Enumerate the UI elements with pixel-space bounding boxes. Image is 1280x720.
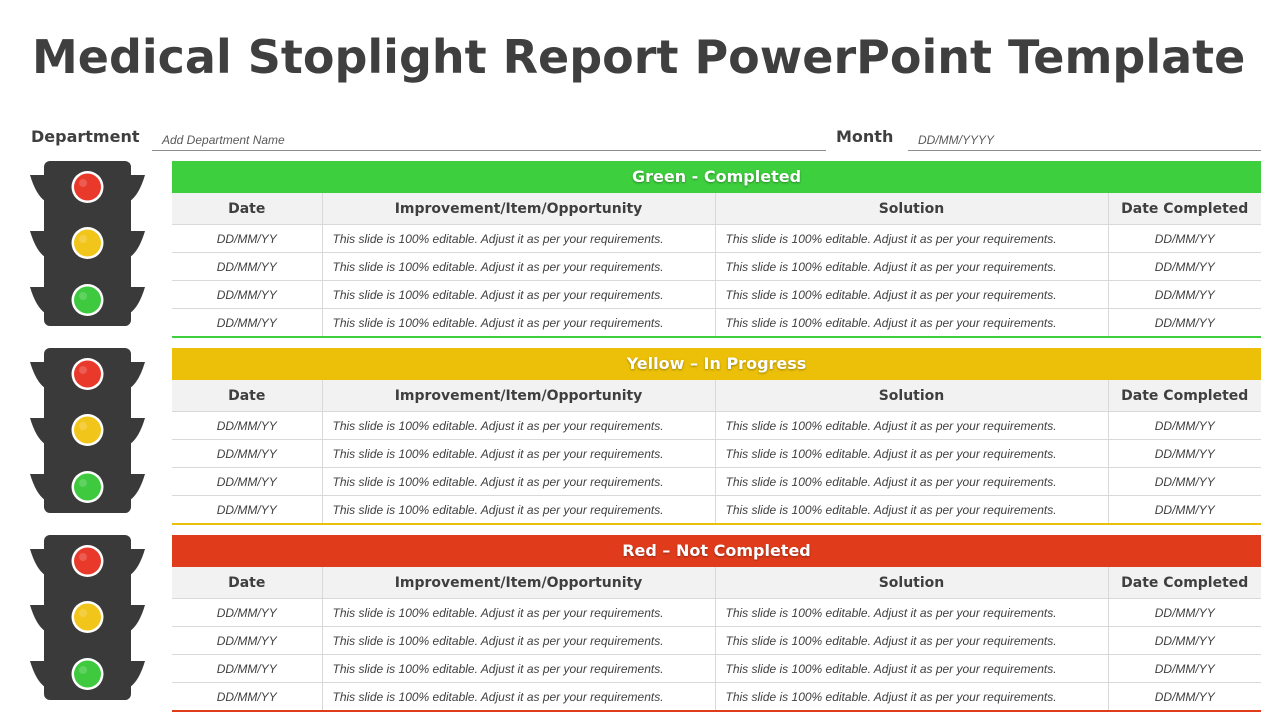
table-row xyxy=(172,468,1261,496)
item-cell[interactable]: This slide is 100% editable. Adjust it as per your requirements. xyxy=(322,468,715,496)
item-cell[interactable]: This slide is 100% editable. Adjust it as per your requirements. xyxy=(322,225,715,253)
date-cell[interactable]: DD/MM/YY xyxy=(172,225,322,253)
solution-cell[interactable]: This slide is 100% editable. Adjust it as per your requirements. xyxy=(715,683,1108,712)
date-cell[interactable]: DD/MM/YY xyxy=(172,309,322,338)
solution-cell[interactable]: This slide is 100% editable. Adjust it as per your requirements. xyxy=(715,440,1108,468)
solution-cell[interactable]: This slide is 100% editable. Adjust it as per your requirements. xyxy=(715,253,1108,281)
item-cell[interactable]: This slide is 100% editable. Adjust it as per your requirements. xyxy=(322,440,715,468)
solution-cell[interactable]: This slide is 100% editable. Adjust it as per your requirements. xyxy=(715,627,1108,655)
department-field[interactable]: Add Department Name xyxy=(152,129,826,151)
traffic-light-icon xyxy=(30,348,145,513)
date-cell[interactable]: DD/MM/YY xyxy=(172,468,322,496)
date-completed-cell[interactable]: DD/MM/YY xyxy=(1108,599,1261,627)
date-cell[interactable]: DD/MM/YY xyxy=(172,412,322,440)
section-header: Green - Completed xyxy=(172,161,1261,193)
status-table-red xyxy=(172,535,1261,712)
column-header: Date xyxy=(172,380,322,412)
table-row xyxy=(172,496,1261,525)
table-row xyxy=(172,253,1261,281)
column-header: Date xyxy=(172,567,322,599)
column-header: Solution xyxy=(715,567,1108,599)
date-completed-cell[interactable]: DD/MM/YY xyxy=(1108,683,1261,712)
table-row xyxy=(172,225,1261,253)
date-completed-cell[interactable]: DD/MM/YY xyxy=(1108,496,1261,525)
item-cell[interactable]: This slide is 100% editable. Adjust it as per your requirements. xyxy=(322,281,715,309)
solution-cell[interactable]: This slide is 100% editable. Adjust it as per your requirements. xyxy=(715,468,1108,496)
table-row xyxy=(172,627,1261,655)
date-completed-cell[interactable]: DD/MM/YY xyxy=(1108,440,1261,468)
item-cell[interactable]: This slide is 100% editable. Adjust it as per your requirements. xyxy=(322,412,715,440)
date-cell[interactable]: DD/MM/YY xyxy=(172,281,322,309)
column-header: Improvement/Item/Opportunity xyxy=(322,193,715,225)
column-header: Solution xyxy=(715,380,1108,412)
column-header: Improvement/Item/Opportunity xyxy=(322,567,715,599)
date-cell[interactable]: DD/MM/YY xyxy=(172,253,322,281)
date-cell[interactable]: DD/MM/YY xyxy=(172,683,322,712)
solution-cell[interactable]: This slide is 100% editable. Adjust it as per your requirements. xyxy=(715,281,1108,309)
date-cell[interactable]: DD/MM/YY xyxy=(172,599,322,627)
section-header: Yellow – In Progress xyxy=(172,348,1261,380)
solution-cell[interactable]: This slide is 100% editable. Adjust it as per your requirements. xyxy=(715,496,1108,525)
column-header: Improvement/Item/Opportunity xyxy=(322,380,715,412)
department-label: Department xyxy=(31,127,140,146)
date-completed-cell[interactable]: DD/MM/YY xyxy=(1108,412,1261,440)
date-cell[interactable]: DD/MM/YY xyxy=(172,655,322,683)
date-completed-cell[interactable]: DD/MM/YY xyxy=(1108,225,1261,253)
date-completed-cell[interactable]: DD/MM/YY xyxy=(1108,253,1261,281)
date-cell[interactable]: DD/MM/YY xyxy=(172,440,322,468)
table-row xyxy=(172,655,1261,683)
solution-cell[interactable]: This slide is 100% editable. Adjust it as per your requirements. xyxy=(715,599,1108,627)
solution-cell[interactable]: This slide is 100% editable. Adjust it as per your requirements. xyxy=(715,412,1108,440)
solution-cell[interactable]: This slide is 100% editable. Adjust it as per your requirements. xyxy=(715,655,1108,683)
traffic-light-icon xyxy=(30,161,145,326)
date-completed-cell[interactable]: DD/MM/YY xyxy=(1108,627,1261,655)
solution-cell[interactable]: This slide is 100% editable. Adjust it as per your requirements. xyxy=(715,309,1108,338)
status-table-yellow xyxy=(172,348,1261,525)
item-cell[interactable]: This slide is 100% editable. Adjust it as per your requirements. xyxy=(322,627,715,655)
table-row xyxy=(172,281,1261,309)
date-completed-cell[interactable]: DD/MM/YY xyxy=(1108,655,1261,683)
date-cell[interactable]: DD/MM/YY xyxy=(172,627,322,655)
date-cell[interactable]: DD/MM/YY xyxy=(172,496,322,525)
item-cell[interactable]: This slide is 100% editable. Adjust it as per your requirements. xyxy=(322,683,715,712)
solution-cell[interactable]: This slide is 100% editable. Adjust it as per your requirements. xyxy=(715,225,1108,253)
table-row xyxy=(172,683,1261,712)
date-completed-cell[interactable]: DD/MM/YY xyxy=(1108,309,1261,338)
page-title: Medical Stoplight Report PowerPoint Template xyxy=(32,30,1246,84)
item-cell[interactable]: This slide is 100% editable. Adjust it as per your requirements. xyxy=(322,253,715,281)
column-header: Date Completed xyxy=(1108,380,1261,412)
item-cell[interactable]: This slide is 100% editable. Adjust it as per your requirements. xyxy=(322,309,715,338)
item-cell[interactable]: This slide is 100% editable. Adjust it as per your requirements. xyxy=(322,599,715,627)
traffic-light-icon xyxy=(30,535,145,700)
column-header: Date Completed xyxy=(1108,567,1261,599)
item-cell[interactable]: This slide is 100% editable. Adjust it as per your requirements. xyxy=(322,496,715,525)
date-completed-cell[interactable]: DD/MM/YY xyxy=(1108,281,1261,309)
status-table-green xyxy=(172,161,1261,338)
item-cell[interactable]: This slide is 100% editable. Adjust it as per your requirements. xyxy=(322,655,715,683)
column-header: Date Completed xyxy=(1108,193,1261,225)
table-row xyxy=(172,440,1261,468)
table-row xyxy=(172,309,1261,338)
section-header: Red – Not Completed xyxy=(172,535,1261,567)
column-header: Solution xyxy=(715,193,1108,225)
table-row xyxy=(172,412,1261,440)
table-row xyxy=(172,599,1261,627)
column-header: Date xyxy=(172,193,322,225)
date-completed-cell[interactable]: DD/MM/YY xyxy=(1108,468,1261,496)
month-label: Month xyxy=(836,127,894,146)
month-field[interactable]: DD/MM/YYYY xyxy=(908,129,1261,151)
